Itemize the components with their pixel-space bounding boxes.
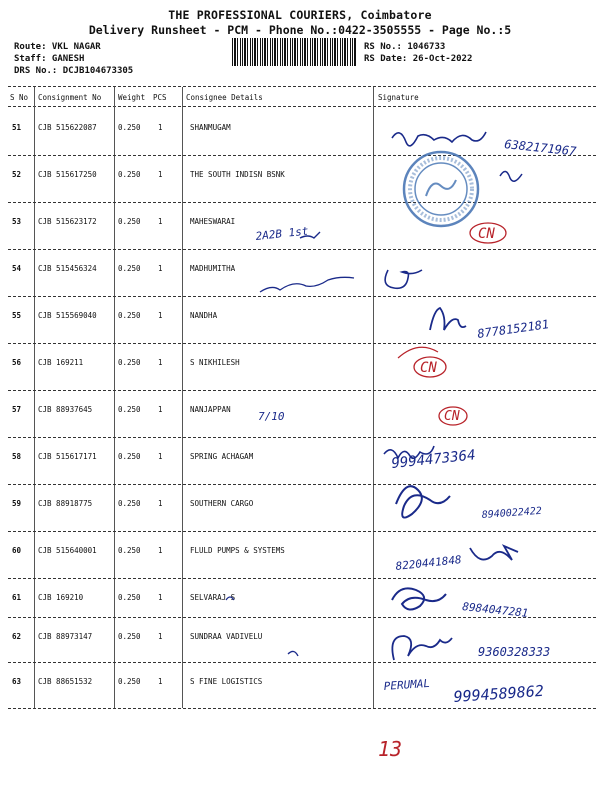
row-weight: 0.250: [118, 123, 141, 132]
row-consignment: CJB 88918775: [38, 499, 93, 508]
row-pcs: 1: [158, 632, 163, 641]
signature-scribble: [392, 636, 452, 660]
rs-number: RS No.: 1046733: [364, 42, 446, 52]
row-weight: 0.250: [118, 311, 141, 320]
handwritten-cn-mark: CN: [444, 409, 460, 424]
row-details: NANJAPPAN: [190, 405, 231, 414]
handwritten-phone: 6382171967: [503, 137, 578, 159]
row-details: SHANMUGAM: [190, 123, 231, 132]
row-consignment: CJB 515456324: [38, 264, 97, 273]
signature-scribble: [392, 132, 486, 146]
handwritten-phone: 9360328333: [478, 645, 551, 659]
handwritten-phone: 8940022422: [481, 505, 543, 521]
col-consignment: Consignment No: [38, 93, 102, 102]
handwritten-cn-mark: CN: [420, 360, 437, 376]
drs-number: DRS No.: DCJB104673305: [14, 66, 134, 76]
row-details: SELVARAJ S: [190, 593, 236, 602]
row-sno: 52: [12, 170, 22, 179]
col-signature: Signature: [378, 93, 419, 102]
row-weight: 0.250: [118, 405, 141, 414]
row-sno: 63: [12, 677, 22, 686]
handwritten-phone: 9994589862: [453, 681, 545, 706]
row-pcs: 1: [158, 217, 163, 226]
row-consignment: CJB 515623172: [38, 217, 97, 226]
row-sno: 53: [12, 217, 22, 226]
row-details: SUNDRAA VADIVELU: [190, 632, 263, 641]
row-consignment: CJB 88651532: [38, 677, 93, 686]
route-label: Route: VKL NAGAR: [14, 42, 101, 52]
row-pcs: 1: [158, 452, 163, 461]
col-details: Consignee Details: [186, 93, 263, 102]
signature-scribble: [430, 308, 466, 330]
row-pcs: 1: [158, 123, 163, 132]
row-pcs: 1: [158, 170, 163, 179]
row-details: MADHUMITHA: [190, 264, 236, 273]
row-weight: 0.250: [118, 358, 141, 367]
row-weight: 0.250: [118, 170, 141, 179]
signature-scribble: [260, 277, 354, 292]
row-sno: 62: [12, 632, 22, 641]
row-weight: 0.250: [118, 499, 141, 508]
row-consignment: CJB 515617250: [38, 170, 97, 179]
row-consignment: CJB 88973147: [38, 632, 93, 641]
row-consignment: CJB 515569040: [38, 311, 97, 320]
row-sno: 55: [12, 311, 22, 320]
document-subtitle: Delivery Runsheet - PCM - Phone No.:0422-3505555 - Page No.:5: [88, 23, 512, 37]
row-weight: 0.250: [118, 264, 141, 273]
handwritten-cn-mark: CN: [478, 226, 495, 242]
cn-arc: [398, 347, 438, 358]
row-weight: 0.250: [118, 452, 141, 461]
row-consignment: CJB 169210: [38, 593, 84, 602]
row-sno: 61: [12, 593, 22, 602]
row-sno: 51: [12, 123, 22, 132]
col-sno: S No: [10, 93, 29, 102]
rs-date: RS Date: 26-Oct-2022: [364, 54, 473, 64]
row-details: NANDHA: [190, 311, 218, 320]
handwritten-page-mark: 13: [378, 737, 403, 761]
row-consignment: CJB 169211: [38, 358, 84, 367]
signature-scribble: [385, 270, 422, 288]
signature-scribble: [396, 486, 450, 517]
row-sno: 60: [12, 546, 22, 555]
row-weight: 0.250: [118, 632, 141, 641]
row-details: FLULD PUMPS & SYSTEMS: [190, 546, 285, 555]
row-sno: 56: [12, 358, 22, 367]
signature-scribble: [392, 588, 446, 609]
handwritten-phone: 8220441848: [394, 553, 463, 573]
col-weight: Weight: [118, 93, 146, 102]
row-details: S FINE LOGISTICS: [190, 677, 263, 686]
row-sno: 54: [12, 264, 22, 273]
row-weight: 0.250: [118, 677, 141, 686]
row-pcs: 1: [158, 264, 163, 273]
row-weight: 0.250: [118, 217, 141, 226]
row-pcs: 1: [158, 358, 163, 367]
signature-scribble: [226, 597, 234, 600]
row-sno: 58: [12, 452, 22, 461]
row-details: THE SOUTH INDISN BSNK: [190, 170, 285, 179]
row-details: SOUTHERN CARGO: [190, 499, 254, 508]
row-sno: 57: [12, 405, 22, 414]
signature-scribble: [500, 171, 522, 181]
row-consignment: CJB 515640001: [38, 546, 97, 555]
staff-label: Staff: GANESH: [14, 54, 85, 64]
row-consignment: CJB 88937645: [38, 405, 93, 414]
row-weight: 0.250: [118, 546, 141, 555]
row-details: MAHESWARAI: [190, 217, 236, 226]
handwritten-date: 7/10: [258, 410, 285, 423]
row-pcs: 1: [158, 593, 163, 602]
row-pcs: 1: [158, 677, 163, 686]
handwritten-note: 2A2B 1st: [254, 224, 310, 243]
row-details: SPRING ACHAGAM: [190, 452, 254, 461]
handwritten-phone: 8984047281: [461, 600, 529, 620]
signature-scribble: [470, 546, 518, 560]
col-pcs: PCS: [153, 93, 167, 102]
row-consignment: CJB 515622087: [38, 123, 97, 132]
handwritten-phone: 8778152181: [476, 317, 550, 341]
handwritten-phone: 9994473364: [390, 447, 477, 472]
row-sno: 59: [12, 499, 22, 508]
row-pcs: 1: [158, 311, 163, 320]
row-pcs: 1: [158, 499, 163, 508]
document-title: THE PROFESSIONAL COURIERS, Coimbatore: [168, 8, 432, 22]
row-pcs: 1: [158, 405, 163, 414]
row-pcs: 1: [158, 546, 163, 555]
row-weight: 0.250: [118, 593, 141, 602]
row-consignment: CJB 515617171: [38, 452, 97, 461]
handwritten-name: PERUMAL: [383, 676, 431, 693]
signature-scribble: [288, 651, 298, 656]
row-details: S NIKHILESH: [190, 358, 240, 367]
